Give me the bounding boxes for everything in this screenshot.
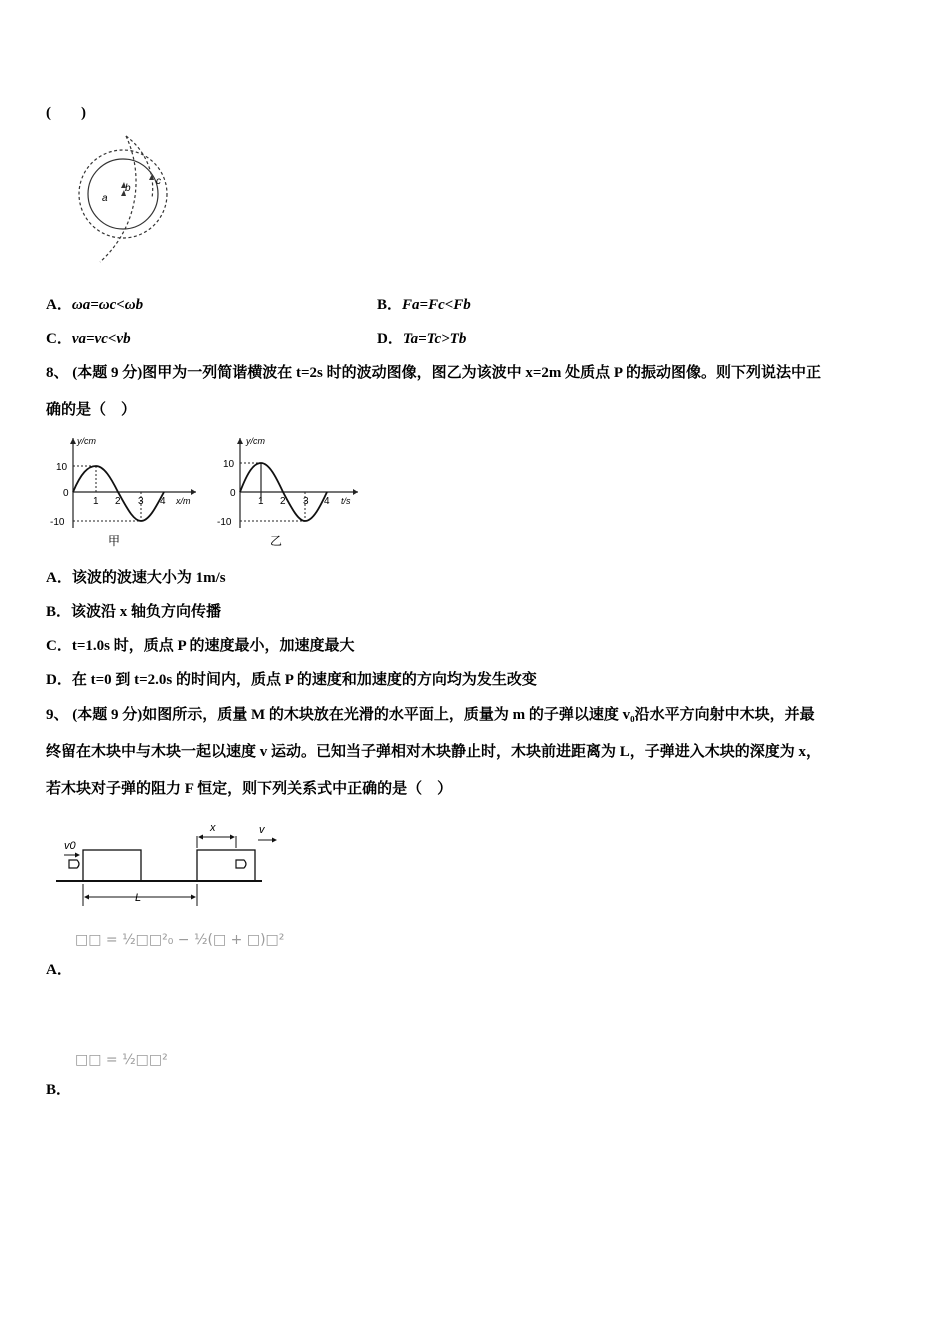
q8-option-c[interactable]: C．t=1.0s 时，质点 P 的速度最小，加速度最大 [46,638,355,654]
svg-text:3: 3 [138,496,144,507]
svg-text:甲: 甲 [108,534,121,548]
q8-option-a[interactable]: A．该波的波速大小为 1m/s [46,570,226,586]
orbit-diagram [40,130,180,265]
svg-text:x/m: x/m [176,496,191,506]
q7-option-d[interactable]: D．Ta=Tc>Tb [377,331,467,347]
svg-text:2: 2 [280,496,286,507]
answer-paren: ( ) [46,105,86,121]
svg-text:v: v [259,824,265,836]
svg-text:t/s: t/s [341,496,351,506]
label-b: b [125,183,131,194]
bullet-block-diagram [50,818,290,913]
svg-text:1: 1 [93,496,99,507]
bullet-start [69,860,79,868]
svg-text:4: 4 [324,496,330,507]
bullet-end [236,860,246,868]
svg-text:10: 10 [223,459,235,470]
svg-text:乙: 乙 [270,534,283,548]
svg-text:y/cm: y/cm [246,436,265,446]
q8-stem-line2: 确的是（ ） [46,402,137,418]
q9-option-a-formula: □□ = ½□□²₀ − ½(□ + □)□² [75,932,285,948]
q7-option-b[interactable]: B．Fa=Fc<Fb [377,297,471,313]
vibration-graph-yi [213,433,363,548]
q8-option-d[interactable]: D．在 t=0 到 t=2.0s 的时间内，质点 P 的速度和加速度的方向均为发生改变 [46,672,537,688]
svg-text:-10: -10 [50,517,65,528]
svg-text:0: 0 [230,488,236,499]
svg-text:v0: v0 [64,840,76,852]
label-a: a [102,193,108,204]
svg-text:L: L [135,892,142,904]
svg-text:0: 0 [63,488,69,499]
q8-option-b[interactable]: B．该波沿 x 轴负方向传播 [46,604,222,620]
svg-text:10: 10 [56,462,68,473]
wave-graph-jia [46,433,206,548]
svg-text:3: 3 [303,496,309,507]
svg-text:-10: -10 [217,517,232,528]
svg-text:1: 1 [258,496,264,507]
q9-stem-line3: 若木块对子弹的阻力 F 恒定，则下列关系式中正确的是（ ） [46,781,453,797]
q9-stem-line2: 终留在木块中与木块一起以速度 v 运动。已知当子弹相对木块静止时，木块前进距离为 L，子弹进入木块的深度为 x， [46,744,822,760]
block-start [83,850,141,881]
q8-stem-line1: 8、 (本题 9 分)图甲为一列简谐横波在 t=2s 时的波动图像，图乙为该波中 x=2m 处质点 P 的振动图像。则下列说法中正 [46,365,822,381]
label-c: c [156,176,161,187]
q7-option-c[interactable]: C．va=vc<vb [46,331,131,347]
q9-stem-line1: 9、 (本题 9 分)如图所示，质量 M 的木块放在光滑的水平面上，质量为 m 的子弹以速度 v₀沿水平方向射中木块，并最 [46,707,815,723]
q9-option-b-formula: □□ = ½□□² [75,1052,168,1068]
q9-option-a[interactable]: A． [46,962,72,978]
svg-text:y/cm: y/cm [77,436,96,446]
q9-option-b[interactable]: B． [46,1082,72,1098]
svg-text:2: 2 [115,496,121,507]
svg-text:x: x [210,822,216,834]
svg-text:4: 4 [160,496,166,507]
q7-option-a[interactable]: A．ωa=ωc<ωb [46,297,144,313]
